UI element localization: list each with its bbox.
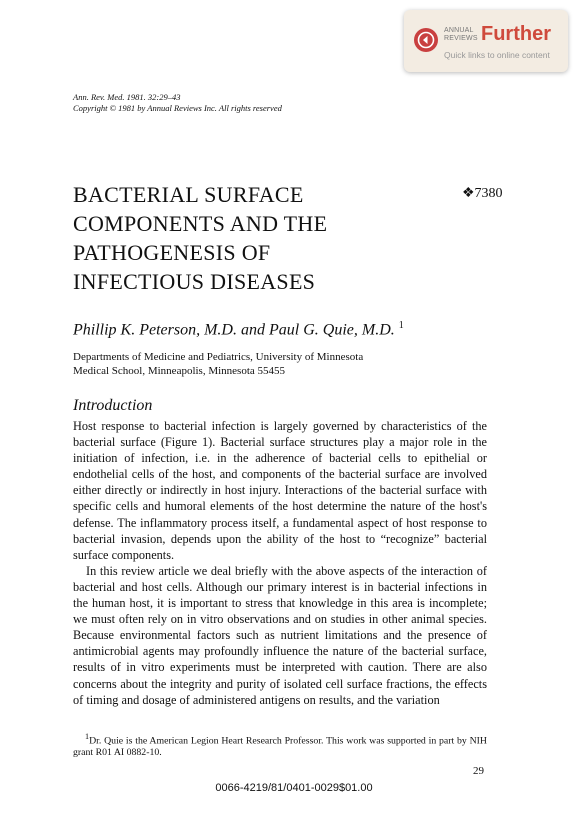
article-title <box>73 180 403 296</box>
badge-reviews-text: REVIEWS <box>444 35 478 42</box>
affiliation-line-2: Medical School, Minneapolis, Minnesota 55455 <box>73 365 286 377</box>
journal-citation <box>73 92 282 113</box>
badge-further-text: Further <box>481 23 551 45</box>
authors-names: Phillip K. Peterson, M.D. and Paul G. Quie, M.D. <box>73 321 395 339</box>
badge-annual-reviews-label <box>444 27 478 43</box>
article-code: ❖7380 <box>462 186 503 201</box>
paragraph-2: In this review article we deal briefly with the above aspects of the interaction of bacterial and host cells. Although our primary interest is in bacterial infections in the human host, it is important to stress that knowledge in this area is incomplete; we must often rely on in vitro observations and on studies in other animal species. Because environmental factors such as nutrient limitations and the presence of antimicrobial agents may profoundly influence the nature of the bacterial surface, results of in vitro experiments must be interpreted with caution. There are also concerns about the integrity and purity of isolated cell surface fractions, the effects of timing and dosage of administered antigens on results, and the variation <box>73 563 487 707</box>
citation-line-2: Copyright © 1981 by Annual Reviews Inc. All rights reserved <box>73 102 282 113</box>
annual-reviews-further-badge[interactable] <box>404 10 568 72</box>
author-affiliation <box>73 350 363 378</box>
badge-annual-text: ANNUAL <box>444 27 474 34</box>
paragraph-1: Host response to bacterial infection is largely governed by characteristics of the bacterial surface (Figure 1). Bacterial surface structures play a major role in the initiation of infection, i.e. in the adherence of bacterial cells to epithelial or endothelial cells of the host, and components of the bacterial surface are involved either directly or indirectly in host injury. Interactions of the bacterial surface with specific cells and humoral elements of the host determine the nature of the host's defense. The inflammatory process itself, a fundamental aspect of host response to bacterial invasion, depends upon the ability of the host to “recognize” bacterial surface components. <box>73 419 487 562</box>
annual-reviews-logo-icon <box>414 28 438 52</box>
footnote-mark: 1 <box>85 732 90 741</box>
title-line-4: INFECTIOUS DISEASES <box>73 269 316 294</box>
section-heading: Introduction <box>73 397 153 414</box>
issn-code: 0066-4219/81/0401-0029$01.00 <box>215 782 373 794</box>
authors-footnote-mark: 1 <box>398 320 404 331</box>
body-text <box>73 418 487 708</box>
footnote-text: Dr. Quie is the American Legion Heart Research Professor. This work was supported in part by NIH grant R01 AI 0882-10. <box>73 735 487 759</box>
title-line-1: BACTERIAL SURFACE <box>73 182 304 207</box>
affiliation-line-1: Departments of Medicine and Pediatrics, University of Minnesota <box>73 351 364 363</box>
title-line-3: PATHOGENESIS OF <box>73 240 271 265</box>
badge-subtitle: Quick links to online content <box>444 50 550 60</box>
article-authors <box>73 320 404 339</box>
citation-line-1: Ann. Rev. Med. 1981. 32:29–43 <box>73 92 181 102</box>
title-line-2: COMPONENTS AND THE <box>73 211 328 236</box>
page-number: 29 <box>473 765 484 777</box>
footnote <box>73 731 487 760</box>
